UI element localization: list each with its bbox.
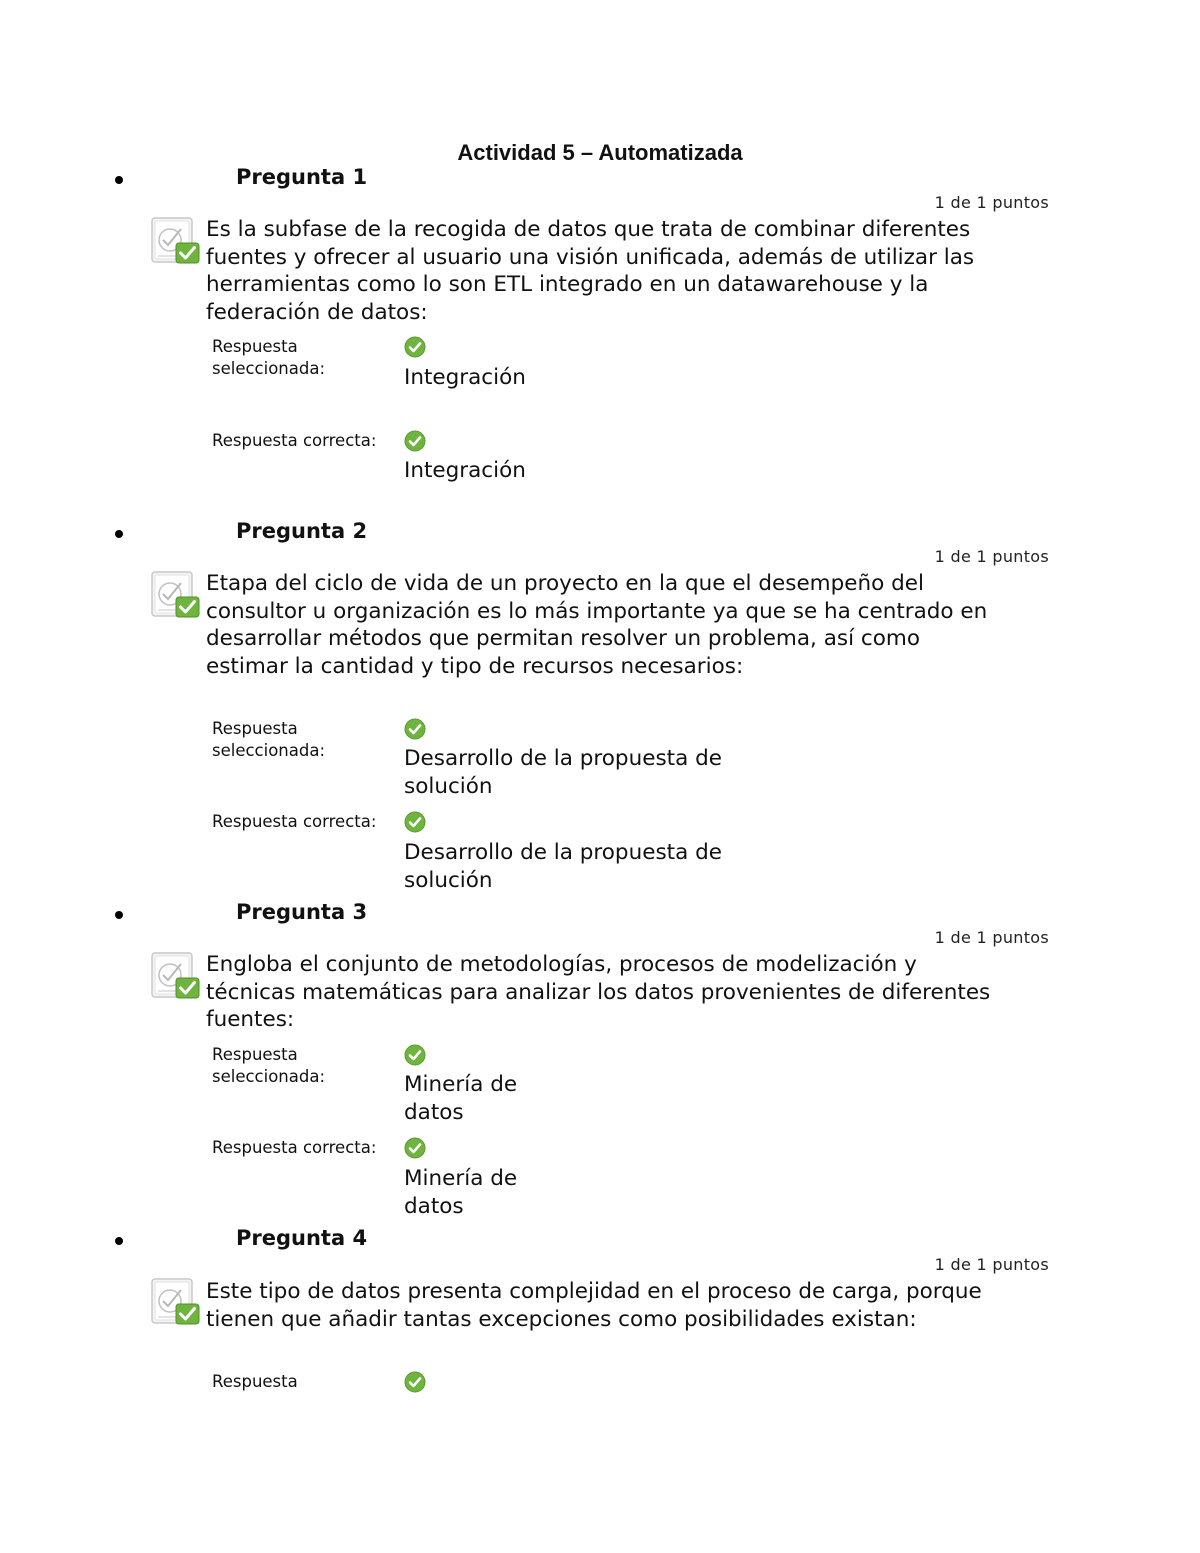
question-2-selected-label: Respuesta seleccionada: — [212, 719, 326, 760]
question-1-heading: Pregunta 1 — [236, 165, 368, 189]
correct-check-icon — [404, 430, 426, 452]
question-4-text: Este tipo de datos presenta complejidad en el proceso de carga, porque tienen que añadir tantas excepciones como posibilidades existan: — [206, 1279, 982, 1332]
correct-check-icon — [404, 811, 426, 833]
question-4-points: 1 de 1 puntos — [934, 1255, 1049, 1274]
question-1-points: 1 de 1 puntos — [934, 193, 1049, 212]
question-3-correct-answer: Minería de datos — [404, 1166, 518, 1219]
question-3-selected-answer: Minería de datos — [404, 1072, 518, 1125]
question-2-points: 1 de 1 puntos — [934, 547, 1049, 566]
question-4-selected-label: Respuesta — [212, 1372, 298, 1391]
question-2-text: Etapa del ciclo de vida de un proyecto en la que el desempeño del consultor u organización es lo más importante ya que se ha centrado en desarrollar métodos que permitan resolver un problema, así como estimar la cantidad y tipo de recursos necesarios: — [206, 571, 988, 679]
question-4-heading: Pregunta 4 — [236, 1226, 368, 1250]
question-1-text: Es la subfase de la recogida de datos que trata de combinar diferentes fuentes y ofrecer al usuario una visión unificada, además de utilizar las herramientas como lo son ETL integrado en un datawarehouse y la federación de datos: — [206, 217, 975, 325]
question-3-text: Engloba el conjunto de metodologías, procesos de modelización y técnicas matemáticas para analizar los datos provenientes de diferentes fuentes: — [206, 952, 991, 1032]
question-2-heading: Pregunta 2 — [236, 519, 368, 543]
question-1-selected-answer: Integración — [404, 365, 526, 390]
graded-correct-icon — [150, 951, 202, 1003]
document-title: Actividad 5 – Automatizada — [457, 140, 743, 165]
question-3-heading: Pregunta 3 — [236, 900, 368, 924]
question-3-points: 1 de 1 puntos — [934, 928, 1049, 947]
correct-check-icon — [404, 718, 426, 740]
question-1-correct-answer: Integración — [404, 458, 526, 483]
question-2-selected-answer: Desarrollo de la propuesta de solución — [404, 746, 722, 799]
question-2-correct-label: Respuesta correcta: — [212, 812, 377, 831]
correct-check-icon — [404, 336, 426, 358]
graded-correct-icon — [150, 570, 202, 622]
bullet-icon — [115, 911, 123, 919]
question-3-correct-label: Respuesta correcta: — [212, 1138, 377, 1157]
question-1-selected-label: Respuesta seleccionada: — [212, 337, 326, 378]
bullet-icon — [115, 1237, 123, 1245]
bullet-icon — [115, 176, 123, 184]
correct-check-icon — [404, 1044, 426, 1066]
correct-check-icon — [404, 1137, 426, 1159]
question-3-selected-label: Respuesta seleccionada: — [212, 1045, 326, 1086]
correct-check-icon — [404, 1371, 426, 1393]
question-1-correct-label: Respuesta correcta: — [212, 431, 377, 450]
graded-correct-icon — [150, 216, 202, 268]
graded-correct-icon — [150, 1277, 202, 1329]
question-2-correct-answer: Desarrollo de la propuesta de solución — [404, 840, 722, 893]
bullet-icon — [115, 530, 123, 538]
